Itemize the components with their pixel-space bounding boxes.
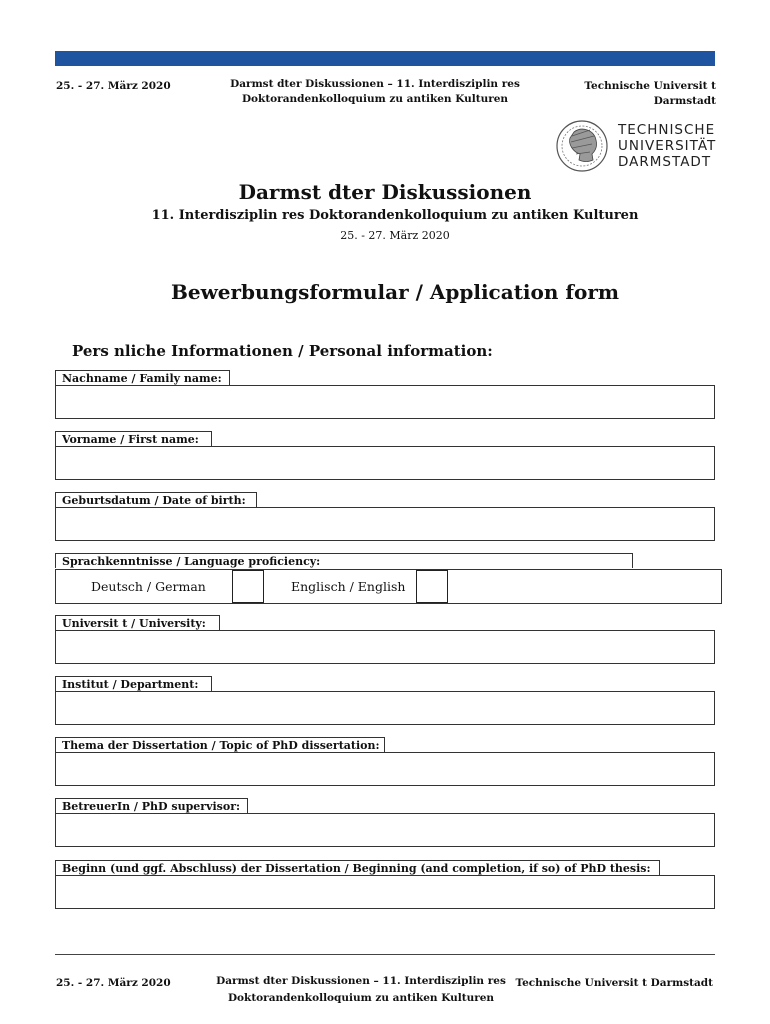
header-university: Technische Universit t Darmstadt xyxy=(584,80,716,107)
english-checkbox[interactable] xyxy=(416,570,448,603)
university-field[interactable] xyxy=(55,630,715,664)
logo-line1: TECHNISCHE xyxy=(618,122,716,138)
header-date: 25. - 27. März 2020 xyxy=(56,80,171,92)
first-name-label: Vorname / First name: xyxy=(55,431,212,446)
event-dates: 25. - 27. März 2020 xyxy=(340,229,450,242)
english-option-label: Englisch / English xyxy=(291,579,406,594)
header-event-line1: Darmst dter Diskussionen – 11. Interdisziplin res xyxy=(230,78,520,90)
footer-event xyxy=(208,973,514,1007)
footer-university: Technische Universit t Darmstadt xyxy=(515,977,713,989)
german-option-label: Deutsch / German xyxy=(91,579,206,594)
family-name-field[interactable] xyxy=(55,385,715,419)
supervisor-label: BetreuerIn / PhD supervisor: xyxy=(55,798,248,813)
footer-date: 25. - 27. März 2020 xyxy=(56,977,171,989)
page-subtitle: 11. Interdisziplin res Doktorandenkolloquium zu antiken Kulturen xyxy=(151,208,639,223)
logo-line3: DARMSTADT xyxy=(618,154,712,170)
footer-divider xyxy=(55,954,715,955)
supervisor-field[interactable] xyxy=(55,813,715,847)
university-label: Universit t / University: xyxy=(55,615,220,630)
logo-text xyxy=(618,122,716,170)
language-label: Sprachkenntnisse / Language proficiency: xyxy=(55,553,633,568)
header-event xyxy=(220,77,530,107)
form-title: Bewerbungsformular / Application form xyxy=(170,280,620,304)
family-name-label: Nachname / Family name: xyxy=(55,370,230,385)
footer-event-line2: Doktorandenkolloquium zu antiken Kulturen xyxy=(227,992,495,1004)
header-bar xyxy=(55,51,715,66)
department-field[interactable] xyxy=(55,691,715,725)
dissertation-timeline-field[interactable] xyxy=(55,875,715,909)
dissertation-topic-field[interactable] xyxy=(55,752,715,786)
german-checkbox[interactable] xyxy=(232,570,264,603)
dissertation-timeline-label: Beginn (und ggf. Abschluss) der Dissertation / Beginning (and completion, if so) of PhD thesis: xyxy=(55,860,660,875)
logo-line2: UNIVERSITÄT xyxy=(618,138,717,154)
birth-date-label: Geburtsdatum / Date of birth: xyxy=(55,492,257,507)
page-title: Darmst dter Diskussionen xyxy=(238,180,532,204)
header-event-line2: Doktorandenkolloquium zu antiken Kulturen xyxy=(241,93,509,105)
footer-event-line1: Darmst dter Diskussionen – 11. Interdisziplin res xyxy=(216,975,506,987)
birth-date-field[interactable] xyxy=(55,507,715,541)
dissertation-topic-label: Thema der Dissertation / Topic of PhD dissertation: xyxy=(55,737,385,752)
first-name-field[interactable] xyxy=(55,446,715,480)
section-title: Pers nliche Informationen / Personal information: xyxy=(72,342,493,360)
department-label: Institut / Department: xyxy=(55,676,212,691)
